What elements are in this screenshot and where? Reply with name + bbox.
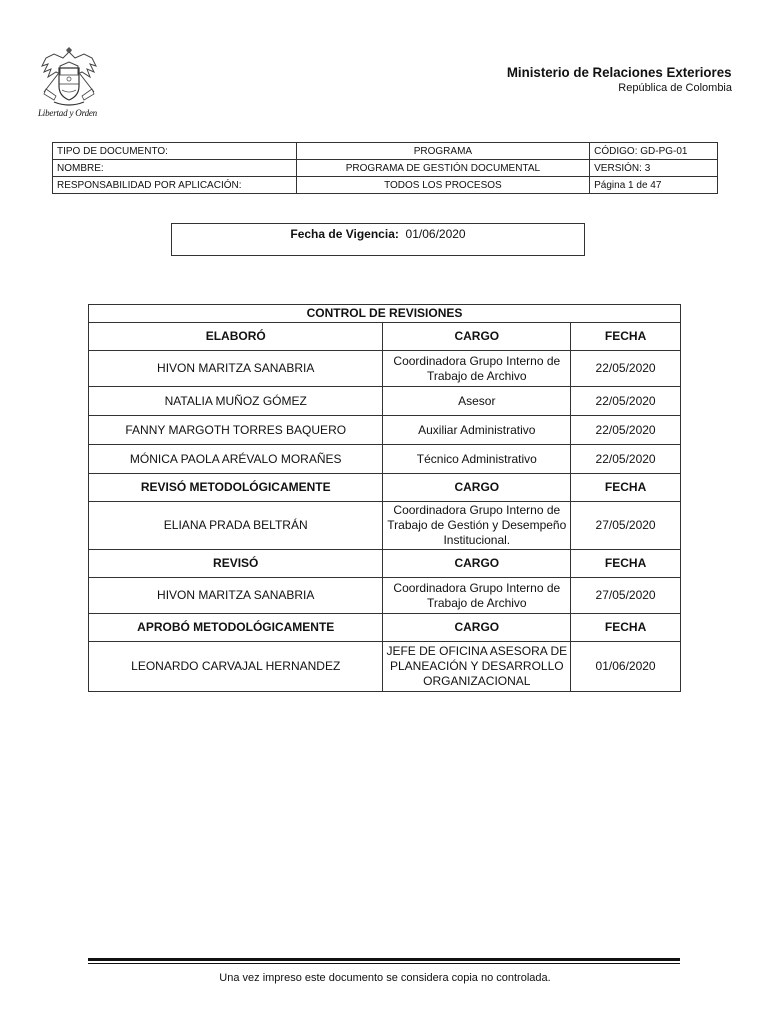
row-name: LEONARDO CARVAJAL HERNANDEZ bbox=[89, 642, 383, 692]
row-name: ELIANA PRADA BELTRÁN bbox=[89, 502, 383, 550]
row-fecha: 22/05/2020 bbox=[571, 351, 681, 387]
table-row bbox=[89, 351, 681, 387]
doc-name-value: PROGRAMA DE GESTIÓN DOCUMENTAL bbox=[296, 160, 589, 177]
header-cargo: CARGO bbox=[383, 474, 571, 502]
row-fecha: 27/05/2020 bbox=[571, 578, 681, 614]
row-name: HIVON MARITZA SANABRIA bbox=[89, 578, 383, 614]
revisions-title-row bbox=[89, 305, 681, 323]
header-cargo: CARGO bbox=[383, 323, 571, 351]
header-fecha: FECHA bbox=[571, 614, 681, 642]
row-name: FANNY MARGOTH TORRES BAQUERO bbox=[89, 416, 383, 445]
row-name: NATALIA MUÑOZ GÓMEZ bbox=[89, 387, 383, 416]
doc-type-value: PROGRAMA bbox=[296, 143, 589, 160]
doc-name-label: NOMBRE: bbox=[53, 160, 297, 177]
doc-page-number: Página 1 de 47 bbox=[590, 177, 718, 194]
row-fecha: 22/05/2020 bbox=[571, 387, 681, 416]
row-cargo: Técnico Administrativo bbox=[383, 445, 571, 474]
footer-divider bbox=[88, 958, 680, 961]
table-row bbox=[89, 578, 681, 614]
section-header-row bbox=[89, 474, 681, 502]
section-header-row bbox=[89, 550, 681, 578]
header-aprobo-metodologicamente: APROBÓ METODOLÓGICAMENTE bbox=[89, 614, 383, 642]
header-fecha: FECHA bbox=[571, 323, 681, 351]
row-fecha: 01/06/2020 bbox=[571, 642, 681, 692]
header-reviso: REVISÓ bbox=[89, 550, 383, 578]
row-cargo: Auxiliar Administrativo bbox=[383, 416, 571, 445]
doc-info-row bbox=[53, 177, 718, 194]
doc-type-label: TIPO DE DOCUMENTO: bbox=[53, 143, 297, 160]
revisions-title: CONTROL DE REVISIONES bbox=[89, 305, 681, 323]
document-info-table bbox=[52, 142, 718, 194]
doc-info-row bbox=[53, 160, 718, 177]
table-row bbox=[89, 502, 681, 550]
footer-note: Una vez impreso este documento se considera copia no controlada. bbox=[219, 972, 551, 984]
row-cargo: JEFE DE OFICINA ASESORA DE PLANEACIÓN Y DESARROLLO ORGANIZACIONAL bbox=[383, 642, 571, 692]
header-elaboro: ELABORÓ bbox=[89, 323, 383, 351]
ministry-subtitle: República de Colombia bbox=[618, 82, 732, 94]
section-header-row bbox=[89, 323, 681, 351]
vigencia-box bbox=[171, 223, 585, 256]
header-fecha: FECHA bbox=[571, 550, 681, 578]
footer-divider-thin bbox=[88, 963, 680, 964]
header-cargo: CARGO bbox=[383, 550, 571, 578]
doc-responsibility-value: TODOS LOS PROCESOS bbox=[296, 177, 589, 194]
table-row bbox=[89, 416, 681, 445]
doc-info-row bbox=[53, 143, 718, 160]
doc-version: VERSIÓN: 3 bbox=[590, 160, 718, 177]
ministry-name: Ministerio de Relaciones Exteriores bbox=[507, 64, 732, 80]
row-name: HIVON MARITZA SANABRIA bbox=[89, 351, 383, 387]
doc-code: CÓDIGO: GD-PG-01 bbox=[590, 143, 718, 160]
row-fecha: 22/05/2020 bbox=[571, 445, 681, 474]
header-fecha: FECHA bbox=[571, 474, 681, 502]
row-cargo: Asesor bbox=[383, 387, 571, 416]
revisions-table bbox=[88, 304, 681, 692]
row-cargo: Coordinadora Grupo Interno de Trabajo de Archivo bbox=[383, 351, 571, 387]
row-fecha: 22/05/2020 bbox=[571, 416, 681, 445]
row-name: MÓNICA PAOLA ARÉVALO MORAÑES bbox=[89, 445, 383, 474]
table-row bbox=[89, 642, 681, 692]
vigencia-date: 01/06/2020 bbox=[405, 227, 466, 241]
vigencia-label: Fecha de Vigencia: bbox=[290, 227, 399, 241]
row-cargo: Coordinadora Grupo Interno de Trabajo de Archivo bbox=[383, 578, 571, 614]
doc-responsibility-label: RESPONSABILIDAD POR APLICACIÓN: bbox=[53, 177, 297, 194]
logo-caption: Libertad y Orden bbox=[38, 108, 97, 118]
row-fecha: 27/05/2020 bbox=[571, 502, 681, 550]
table-row bbox=[89, 445, 681, 474]
ministry-heading bbox=[495, 64, 732, 94]
header-reviso-metodologicamente: REVISÓ METODOLÓGICAMENTE bbox=[89, 474, 383, 502]
table-row bbox=[89, 387, 681, 416]
header-cargo: CARGO bbox=[383, 614, 571, 642]
section-header-row bbox=[89, 614, 681, 642]
row-cargo: Coordinadora Grupo Interno de Trabajo de Gestión y Desempeño Institucional. bbox=[383, 502, 571, 550]
